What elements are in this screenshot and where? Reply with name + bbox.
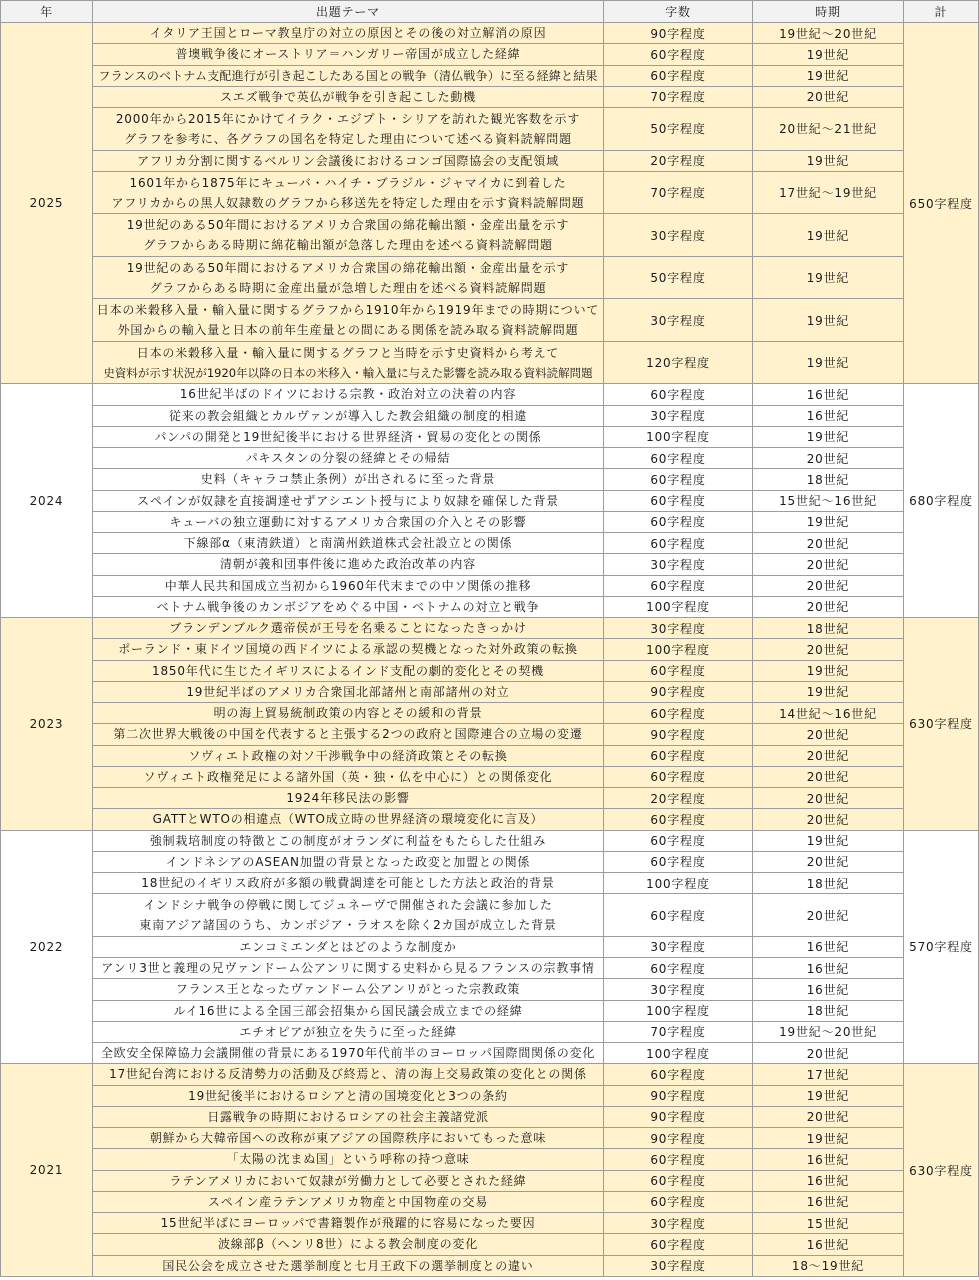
period-cell: 20世紀 xyxy=(753,554,904,575)
theme-cell xyxy=(93,724,604,745)
char-count-cell: 60字程度 xyxy=(604,65,753,86)
period-cell: 18世紀 xyxy=(753,1000,904,1021)
theme-cell xyxy=(93,426,604,447)
theme-line: スペイン産ラテンアメリカ物産と中国物産の交易 xyxy=(207,1194,489,1209)
theme-cell xyxy=(93,405,604,426)
theme-line: 第二次世界大戦後の中国を代表すると主張する2つの政府と国際連合の立場の変遷 xyxy=(113,727,583,742)
theme-line: ブランデンブルク選帝侯が王号を名乗ることになったきっかけ xyxy=(169,621,527,636)
theme-line: エンコミエンダとはどのような制度か xyxy=(239,939,457,954)
period-cell: 19世紀 xyxy=(753,1085,904,1106)
theme-line: 史資料が示す状況が1920年以降の日本の米移入・輸入量に与えた影響を読み取る資料読解問題 xyxy=(103,365,593,380)
theme-cell xyxy=(93,214,604,257)
period-cell: 16世紀 xyxy=(753,958,904,979)
period-cell: 20世紀 xyxy=(753,766,904,787)
theme-line: 1924年移民法の影響 xyxy=(286,791,410,806)
table-row xyxy=(1,766,979,787)
period-cell: 16世紀 xyxy=(753,1170,904,1191)
table-row xyxy=(1,1255,979,1276)
table-body xyxy=(1,23,979,1277)
theme-line: パキスタンの分裂の経緯とその帰結 xyxy=(245,451,451,466)
table-row xyxy=(1,830,979,851)
period-cell: 20世紀 xyxy=(753,851,904,872)
char-count-cell: 60字程度 xyxy=(604,703,753,724)
theme-line: 中華人民共和国成立当初から1960年代末までの中ソ関係の推移 xyxy=(164,578,532,593)
char-count-cell: 90字程度 xyxy=(604,23,753,44)
theme-cell xyxy=(93,575,604,596)
total-cell: 650字程度 xyxy=(904,23,979,384)
char-count-cell: 60字程度 xyxy=(604,830,753,851)
char-count-cell: 60字程度 xyxy=(604,894,753,937)
theme-cell xyxy=(93,681,604,702)
theme-cell xyxy=(93,23,604,44)
table-row xyxy=(1,341,979,384)
year-cell: 2024 xyxy=(1,384,93,618)
table-row xyxy=(1,1021,979,1042)
char-count-cell: 90字程度 xyxy=(604,1128,753,1149)
theme-line: 従来の教会組織とカルヴァンが導入した教会組織の制度的相違 xyxy=(168,408,528,423)
char-count-cell: 60字程度 xyxy=(604,851,753,872)
char-count-cell: 70字程度 xyxy=(604,86,753,107)
char-count-cell: 100字程度 xyxy=(604,639,753,660)
table-row xyxy=(1,724,979,745)
char-count-cell: 60字程度 xyxy=(604,1191,753,1212)
theme-line: 強制栽培制度の特徴とこの制度がオランダに利益をもたらした仕組み xyxy=(149,833,547,848)
theme-cell xyxy=(93,936,604,957)
theme-line: ラテンアメリカにおいて奴隷が労働力として必要とされた経緯 xyxy=(169,1173,527,1188)
theme-line: 「太陽の沈まぬ国」という呼称の持つ意味 xyxy=(226,1152,470,1167)
theme-cell xyxy=(93,788,604,809)
theme-cell xyxy=(93,1043,604,1064)
theme-line: キューバの独立運動に対するアメリカ合衆国の介入とその影響 xyxy=(169,514,527,529)
period-cell: 15世紀 xyxy=(753,1213,904,1234)
table-row xyxy=(1,681,979,702)
table-row xyxy=(1,86,979,107)
header-year: 年 xyxy=(1,1,93,23)
header-period: 時期 xyxy=(753,1,904,23)
period-cell: 20世紀 xyxy=(753,596,904,617)
theme-line: 国民公会を成立させた選挙制度と七月王政下の選挙制度との違い xyxy=(162,1258,534,1273)
period-cell: 20世紀 xyxy=(753,1043,904,1064)
table-row xyxy=(1,1064,979,1085)
char-count-cell: 60字程度 xyxy=(604,384,753,405)
char-count-cell: 60字程度 xyxy=(604,469,753,490)
theme-line: 18世紀のイギリス政府が多額の戦費調達を可能とした方法と政治的背景 xyxy=(141,876,555,891)
theme-line: 日本の米穀移入量・輸入量に関するグラフと当時を示す史資料から考えて xyxy=(136,345,560,360)
theme-cell xyxy=(93,1106,604,1127)
theme-line: 明の海上貿易統制政策の内容とその緩和の背景 xyxy=(213,706,483,721)
year-cell: 2021 xyxy=(1,1064,93,1277)
table-row xyxy=(1,384,979,405)
theme-line: ソヴィエト政権発足による諸外国（英・独・仏を中心に）との関係変化 xyxy=(143,769,553,784)
theme-cell xyxy=(93,873,604,894)
char-count-cell: 120字程度 xyxy=(604,341,753,384)
period-cell: 19世紀 xyxy=(753,341,904,384)
theme-cell xyxy=(93,65,604,86)
char-count-cell: 30字程度 xyxy=(604,1255,753,1276)
table-row xyxy=(1,171,979,214)
period-cell: 15世紀～16世紀 xyxy=(753,490,904,511)
table-row xyxy=(1,65,979,86)
theme-line: スペインが奴隷を直接調達せずアシエント授与により奴隷を確保した背景 xyxy=(137,493,559,508)
theme-line: 東南アジア諸国のうち、カンボジア・ラオスを除く2カ国が成立した背景 xyxy=(139,918,557,932)
char-count-cell: 30字程度 xyxy=(604,979,753,1000)
char-count-cell: 90字程度 xyxy=(604,1085,753,1106)
period-cell: 18世紀 xyxy=(753,469,904,490)
theme-cell xyxy=(93,894,604,937)
period-cell: 19世紀 xyxy=(753,511,904,532)
header-total: 計 xyxy=(904,1,979,23)
char-count-cell: 60字程度 xyxy=(604,490,753,511)
period-cell: 16世紀 xyxy=(753,405,904,426)
table-row xyxy=(1,788,979,809)
header-char-count: 字数 xyxy=(604,1,753,23)
period-cell: 19世紀～20世紀 xyxy=(753,1021,904,1042)
table-row xyxy=(1,405,979,426)
theme-line: GATTとWTOの相違点（WTO成立時の世界経済の環境変化に言及） xyxy=(152,812,544,827)
table-row xyxy=(1,575,979,596)
theme-line: アンリ3世と義理の兄ヴァンドーム公アンリに関する史料から見るフランスの宗教事情 xyxy=(101,961,595,976)
table-row xyxy=(1,44,979,65)
period-cell: 20世紀 xyxy=(753,894,904,937)
table-row xyxy=(1,873,979,894)
theme-line: 外国からの輸入量と日本の前年生産量との間にある関係を読み取る資料読解問題 xyxy=(117,323,579,337)
table-row xyxy=(1,1170,979,1191)
theme-cell xyxy=(93,1255,604,1276)
period-cell: 20世紀 xyxy=(753,448,904,469)
table-row xyxy=(1,108,979,151)
period-cell: 20世紀 xyxy=(753,86,904,107)
theme-line: インドシナ戦争の停戦に関してジュネーヴで開催された会議に参加した xyxy=(143,898,553,912)
theme-line: 15世紀半ばにヨーロッパで書籍製作が飛躍的に容易になった要因 xyxy=(160,1216,536,1231)
theme-line: 16世紀半ばのドイツにおける宗教・政治対立の決着の内容 xyxy=(179,387,517,402)
period-cell: 19世紀 xyxy=(753,830,904,851)
table-row xyxy=(1,426,979,447)
theme-cell xyxy=(93,256,604,299)
period-cell: 20世紀 xyxy=(753,724,904,745)
table-row xyxy=(1,958,979,979)
period-cell: 19世紀 xyxy=(753,256,904,299)
theme-line: ルイ16世による全国三部会招集から国民議会成立までの経緯 xyxy=(173,1003,523,1018)
theme-cell xyxy=(93,1191,604,1212)
char-count-cell: 60字程度 xyxy=(604,660,753,681)
theme-line: グラフからある時期に綿花輸出額が急落した理由を述べる資料読解問題 xyxy=(143,238,553,252)
theme-cell xyxy=(93,448,604,469)
year-cell: 2022 xyxy=(1,830,93,1064)
period-cell: 20世紀 xyxy=(753,533,904,554)
table-row xyxy=(1,214,979,257)
theme-cell xyxy=(93,1064,604,1085)
theme-line: スエズ戦争で英仏が戦争を引き起こした動機 xyxy=(219,89,476,104)
char-count-cell: 20字程度 xyxy=(604,788,753,809)
theme-line: 19世紀半ばのアメリカ合衆国北部諸州と南部諸州の対立 xyxy=(186,684,510,699)
theme-line: ソヴィエト政権の対ソ干渉戦争中の経済政策とその転換 xyxy=(188,748,508,763)
char-count-cell: 100字程度 xyxy=(604,873,753,894)
table-row xyxy=(1,1106,979,1127)
theme-line: 2000年から2015年にかけてイラク・エジプト・シリアを訪れた観光客数を示す xyxy=(115,111,581,126)
theme-cell xyxy=(93,1213,604,1234)
char-count-cell: 60字程度 xyxy=(604,533,753,554)
theme-cell xyxy=(93,1128,604,1149)
theme-cell xyxy=(93,745,604,766)
total-cell: 630字程度 xyxy=(904,1064,979,1277)
table-row xyxy=(1,1149,979,1170)
theme-line: 日本の米穀移入量・輸入量に関するグラフから1910年から1919年までの時期について xyxy=(96,303,600,317)
period-cell: 19世紀 xyxy=(753,150,904,171)
table-row xyxy=(1,979,979,1000)
table-row xyxy=(1,894,979,937)
period-cell: 19世紀 xyxy=(753,65,904,86)
table-row xyxy=(1,511,979,532)
theme-cell xyxy=(93,618,604,639)
period-cell: 16世紀 xyxy=(753,979,904,1000)
theme-cell xyxy=(93,809,604,830)
theme-cell xyxy=(93,1085,604,1106)
char-count-cell: 100字程度 xyxy=(604,1000,753,1021)
theme-cell xyxy=(93,766,604,787)
theme-line: 17世紀台湾における反清勢力の活動及び終焉と、清の海上交易政策の変化との関係 xyxy=(109,1067,587,1082)
theme-line: アフリカからの黒人奴隷数のグラフから移送先を特定した理由を示す資料読解問題 xyxy=(111,195,585,210)
theme-cell xyxy=(93,1170,604,1191)
char-count-cell: 50字程度 xyxy=(604,108,753,151)
theme-cell xyxy=(93,384,604,405)
table-row xyxy=(1,1213,979,1234)
theme-line: フランス王となったヴァンドーム公アンリがとった宗教政策 xyxy=(175,982,521,997)
table-row xyxy=(1,23,979,44)
theme-cell xyxy=(93,639,604,660)
table-row xyxy=(1,1043,979,1064)
char-count-cell: 60字程度 xyxy=(604,575,753,596)
period-cell: 20世紀 xyxy=(753,1106,904,1127)
char-count-cell: 100字程度 xyxy=(604,426,753,447)
char-count-cell: 60字程度 xyxy=(604,766,753,787)
table-row xyxy=(1,1000,979,1021)
theme-cell xyxy=(93,490,604,511)
period-cell: 16世紀 xyxy=(753,1149,904,1170)
theme-cell xyxy=(93,851,604,872)
period-cell: 16世紀 xyxy=(753,1234,904,1255)
char-count-cell: 60字程度 xyxy=(604,448,753,469)
char-count-cell: 60字程度 xyxy=(604,1064,753,1085)
period-cell: 18世紀 xyxy=(753,873,904,894)
table-row xyxy=(1,299,979,342)
theme-cell xyxy=(93,171,604,214)
table-row xyxy=(1,1085,979,1106)
table-row xyxy=(1,150,979,171)
table-row xyxy=(1,639,979,660)
period-cell: 18世紀 xyxy=(753,618,904,639)
total-cell: 630字程度 xyxy=(904,618,979,831)
table-row xyxy=(1,703,979,724)
table-row xyxy=(1,256,979,299)
theme-cell xyxy=(93,341,604,384)
period-cell: 16世紀 xyxy=(753,936,904,957)
theme-cell xyxy=(93,596,604,617)
char-count-cell: 30字程度 xyxy=(604,1213,753,1234)
total-cell: 680字程度 xyxy=(904,384,979,618)
period-cell: 19世紀 xyxy=(753,44,904,65)
char-count-cell: 60字程度 xyxy=(604,1170,753,1191)
char-count-cell: 100字程度 xyxy=(604,596,753,617)
table-row xyxy=(1,851,979,872)
period-cell: 18～19世紀 xyxy=(753,1255,904,1276)
period-cell: 19世紀 xyxy=(753,681,904,702)
theme-line: ベトナム戦争後のカンボジアをめぐる中国・ベトナムの対立と戦争 xyxy=(156,599,540,614)
theme-cell xyxy=(93,150,604,171)
table-row xyxy=(1,618,979,639)
theme-cell xyxy=(93,86,604,107)
theme-cell xyxy=(93,979,604,1000)
table-row xyxy=(1,448,979,469)
char-count-cell: 30字程度 xyxy=(604,618,753,639)
table-row xyxy=(1,660,979,681)
theme-line: 1601年から1875年にキューバ・ハイチ・ブラジル・ジャマイカに到着した xyxy=(129,175,567,190)
theme-cell xyxy=(93,469,604,490)
period-cell: 19世紀 xyxy=(753,1128,904,1149)
theme-line: 波線部β（ヘンリ8世）による教会制度の変化 xyxy=(217,1237,479,1252)
char-count-cell: 90字程度 xyxy=(604,1106,753,1127)
char-count-cell: 70字程度 xyxy=(604,1021,753,1042)
char-count-cell: 30字程度 xyxy=(604,554,753,575)
period-cell: 20世紀 xyxy=(753,575,904,596)
theme-line: 下線部α（東清鉄道）と南満州鉄道株式会社設立との関係 xyxy=(183,536,513,551)
table-row xyxy=(1,809,979,830)
char-count-cell: 90字程度 xyxy=(604,681,753,702)
theme-line: 清朝が義和団事件後に進めた政治改革の内容 xyxy=(219,557,476,572)
period-cell: 20世紀～21世紀 xyxy=(753,108,904,151)
table-row xyxy=(1,1191,979,1212)
char-count-cell: 60字程度 xyxy=(604,745,753,766)
char-count-cell: 70字程度 xyxy=(604,171,753,214)
char-count-cell: 20字程度 xyxy=(604,150,753,171)
year-cell: 2025 xyxy=(1,23,93,384)
char-count-cell: 30字程度 xyxy=(604,405,753,426)
char-count-cell: 30字程度 xyxy=(604,299,753,342)
theme-line: エチオピアが独立を失うに至った経緯 xyxy=(239,1024,457,1039)
char-count-cell: 50字程度 xyxy=(604,256,753,299)
theme-cell xyxy=(93,1000,604,1021)
theme-line: 19世紀のある50年間におけるアメリカ合衆国の綿花輸出額・金産出量を示す xyxy=(126,218,570,232)
period-cell: 14世紀～16世紀 xyxy=(753,703,904,724)
char-count-cell: 60字程度 xyxy=(604,1234,753,1255)
theme-line: 普墺戦争後にオーストリア＝ハンガリー帝国が成立した経緯 xyxy=(175,47,521,62)
header-theme: 出題テーマ xyxy=(93,1,604,23)
table-row xyxy=(1,490,979,511)
table-row xyxy=(1,533,979,554)
theme-line: 19世紀のある50年間におけるアメリカ合衆国の綿花輸出額・金産出量を示す xyxy=(126,260,570,275)
theme-line: パンパの開発と19世紀後半における世界経済・貿易の変化との関係 xyxy=(154,429,542,444)
period-cell: 17世紀 xyxy=(753,1064,904,1085)
theme-cell xyxy=(93,1234,604,1255)
theme-line: 朝鮮から大韓帝国への改称が東アジアの国際秩序においてもった意味 xyxy=(149,1131,547,1146)
period-cell: 20世紀 xyxy=(753,788,904,809)
period-cell: 19世紀 xyxy=(753,426,904,447)
theme-cell xyxy=(93,958,604,979)
theme-line: 1850年代に生じたイギリスによるインド支配の劇的変化とその契機 xyxy=(152,663,544,678)
table-row xyxy=(1,1234,979,1255)
theme-cell xyxy=(93,660,604,681)
theme-line: 史料（キャラコ禁止条例）が出されるに至った背景 xyxy=(200,472,496,487)
period-cell: 19世紀～20世紀 xyxy=(753,23,904,44)
period-cell: 20世紀 xyxy=(753,809,904,830)
char-count-cell: 60字程度 xyxy=(604,958,753,979)
theme-line: イタリア王国とローマ教皇庁の対立の原因とその後の対立解消の原因 xyxy=(149,26,547,41)
table-row xyxy=(1,1128,979,1149)
period-cell: 19世紀 xyxy=(753,299,904,342)
theme-cell xyxy=(93,108,604,151)
char-count-cell: 90字程度 xyxy=(604,724,753,745)
period-cell: 20世紀 xyxy=(753,639,904,660)
period-cell: 16世紀 xyxy=(753,1191,904,1212)
char-count-cell: 30字程度 xyxy=(604,936,753,957)
table-row xyxy=(1,554,979,575)
theme-line: フランスのベトナム支配進行が引き起こしたある国との戦争（清仏戦争）に至る経緯と結果 xyxy=(98,68,598,83)
period-cell: 19世紀 xyxy=(753,660,904,681)
char-count-cell: 60字程度 xyxy=(604,809,753,830)
theme-line: 19世紀後半におけるロシアと清の国境変化と3つの条約 xyxy=(188,1088,508,1103)
theme-line: ポーランド・東ドイツ国境の西ドイツによる承認の契機となった対外政策の転換 xyxy=(118,642,578,657)
table-row xyxy=(1,596,979,617)
char-count-cell: 60字程度 xyxy=(604,1149,753,1170)
theme-cell xyxy=(93,1021,604,1042)
theme-cell xyxy=(93,533,604,554)
theme-line: インドネシアのASEAN加盟の背景となった政変と加盟との関係 xyxy=(165,854,531,869)
theme-cell xyxy=(93,44,604,65)
char-count-cell: 100字程度 xyxy=(604,1043,753,1064)
period-cell: 16世紀 xyxy=(753,384,904,405)
char-count-cell: 60字程度 xyxy=(604,44,753,65)
theme-cell xyxy=(93,299,604,342)
theme-line: 全欧安全保障協力会議開催の背景にある1970年代前半のヨーロッパ国際間関係の変化 xyxy=(100,1046,596,1061)
period-cell: 20世紀 xyxy=(753,745,904,766)
table-row xyxy=(1,936,979,957)
table-row xyxy=(1,745,979,766)
theme-line: グラフを参考に、各グラフの国名を特定した理由について述べる資料読解問題 xyxy=(124,131,572,146)
char-count-cell: 60字程度 xyxy=(604,511,753,532)
theme-cell xyxy=(93,830,604,851)
period-cell: 17世紀～19世紀 xyxy=(753,171,904,214)
theme-cell xyxy=(93,554,604,575)
table-row xyxy=(1,469,979,490)
char-count-cell: 30字程度 xyxy=(604,214,753,257)
theme-cell xyxy=(93,511,604,532)
theme-cell xyxy=(93,703,604,724)
theme-line: 日露戦争の時期におけるロシアの社会主義諸党派 xyxy=(207,1109,489,1124)
theme-line: グラフからある時期に金産出量が急増した理由を述べる資料読解問題 xyxy=(149,280,547,295)
year-cell: 2023 xyxy=(1,618,93,831)
theme-cell xyxy=(93,1149,604,1170)
total-cell: 570字程度 xyxy=(904,830,979,1064)
header-row xyxy=(1,1,979,23)
period-cell: 19世紀 xyxy=(753,214,904,257)
theme-line: アフリカ分割に関するベルリン会議後におけるコンゴ国際協会の支配領域 xyxy=(137,153,559,168)
